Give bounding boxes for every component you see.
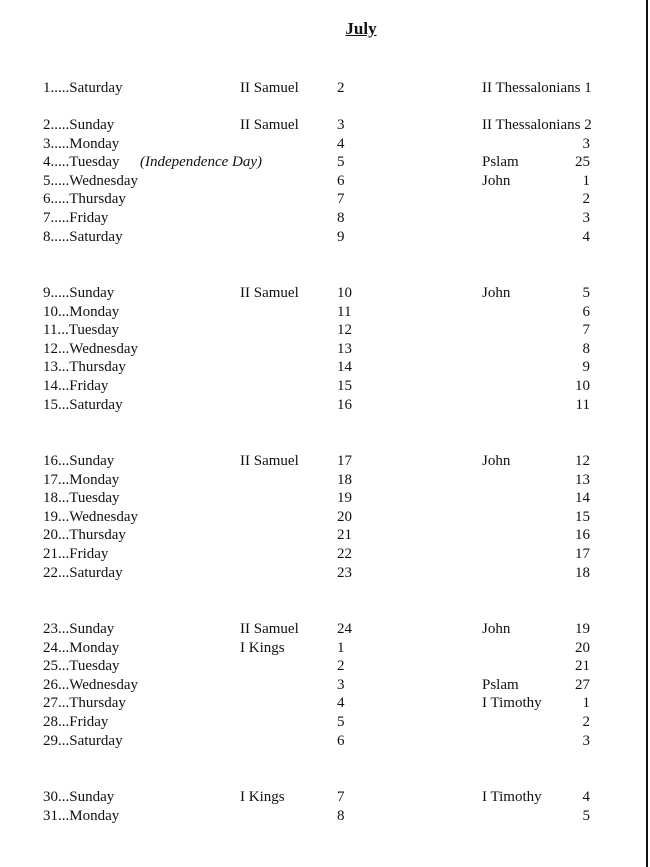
nt-book: I Timothy xyxy=(482,695,542,711)
day-label: 8.....Saturday xyxy=(43,229,123,245)
schedule-row xyxy=(0,807,650,825)
nt-chapter: 8 xyxy=(582,341,590,357)
ot-chapter: 3 xyxy=(337,677,345,693)
ot-chapter: 8 xyxy=(337,808,345,824)
nt-chapter: 10 xyxy=(575,378,590,394)
day-label: 21...Friday xyxy=(43,546,109,562)
ot-chapter: 24 xyxy=(337,621,352,637)
schedule-row xyxy=(0,172,650,190)
day-label: 15...Saturday xyxy=(43,397,123,413)
day-label: 20...Thursday xyxy=(43,527,126,543)
ot-book: II Samuel xyxy=(240,621,299,637)
nt-chapter: 12 xyxy=(575,453,590,469)
ot-chapter: 17 xyxy=(337,453,352,469)
nt-chapter: 1 xyxy=(582,695,590,711)
ot-chapter: 6 xyxy=(337,733,345,749)
ot-chapter: 4 xyxy=(337,136,345,152)
schedule-row xyxy=(0,508,650,526)
ot-chapter: 13 xyxy=(337,341,352,357)
ot-chapter: 2 xyxy=(337,658,345,674)
schedule-row xyxy=(0,713,650,731)
day-label: 13...Thursday xyxy=(43,359,126,375)
nt-book: Pslam xyxy=(482,154,519,170)
schedule-row xyxy=(0,489,650,507)
schedule-row xyxy=(0,452,650,470)
ot-chapter: 18 xyxy=(337,472,352,488)
schedule-row xyxy=(0,676,650,694)
day-label: 25...Tuesday xyxy=(43,658,120,674)
nt-chapter: 17 xyxy=(575,546,590,562)
schedule-row xyxy=(0,340,650,358)
ot-chapter: 1 xyxy=(337,640,345,656)
nt-chapter: 15 xyxy=(575,509,590,525)
ot-chapter: 12 xyxy=(337,322,352,338)
nt-chapter: 14 xyxy=(575,490,590,506)
nt-chapter: 3 xyxy=(582,733,590,749)
ot-chapter: 16 xyxy=(337,397,352,413)
schedule-row xyxy=(0,620,650,638)
ot-book: II Samuel xyxy=(240,453,299,469)
day-label: 1.....Saturday xyxy=(43,80,123,96)
ot-chapter: 7 xyxy=(337,789,345,805)
day-label: 23...Sunday xyxy=(43,621,115,637)
schedule-row xyxy=(0,471,650,489)
nt-chapter: 13 xyxy=(575,472,590,488)
nt-chapter: 2 xyxy=(582,714,590,730)
schedule-row xyxy=(0,732,650,750)
ot-chapter: 4 xyxy=(337,695,345,711)
schedule-row xyxy=(0,358,650,376)
schedule-row xyxy=(0,639,650,657)
schedule-row xyxy=(0,79,650,97)
nt-book: John xyxy=(482,173,511,189)
day-note: (Independence Day) xyxy=(140,154,263,170)
schedule-row xyxy=(0,321,650,339)
schedule-row xyxy=(0,545,650,563)
day-label: 6.....Thursday xyxy=(43,191,126,207)
ot-chapter: 11 xyxy=(337,304,352,320)
nt-book: John xyxy=(482,453,511,469)
nt-chapter: 3 xyxy=(582,210,590,226)
schedule-row xyxy=(0,135,650,153)
ot-chapter: 6 xyxy=(337,173,345,189)
day-label: 11...Tuesday xyxy=(43,322,119,338)
nt-chapter: 1 xyxy=(582,173,590,189)
schedule-row xyxy=(0,303,650,321)
day-label: 4.....Tuesday xyxy=(43,154,120,170)
ot-chapter: 3 xyxy=(337,117,345,133)
schedule-row xyxy=(0,228,650,246)
day-label: 14...Friday xyxy=(43,378,109,394)
day-label: 9.....Sunday xyxy=(43,285,115,301)
ot-chapter: 2 xyxy=(337,80,345,96)
ot-chapter: 7 xyxy=(337,191,345,207)
schedule-row xyxy=(0,657,650,675)
ot-chapter: 5 xyxy=(337,154,345,170)
schedule-row xyxy=(0,190,650,208)
ot-chapter: 19 xyxy=(337,490,352,506)
ot-book: II Samuel xyxy=(240,80,299,96)
day-label: 22...Saturday xyxy=(43,565,123,581)
day-label: 18...Tuesday xyxy=(43,490,120,506)
schedule-row xyxy=(0,209,650,227)
day-label: 26...Wednesday xyxy=(43,677,139,693)
day-label: 3.....Monday xyxy=(43,136,120,152)
schedule-row xyxy=(0,694,650,712)
nt-chapter: 2 xyxy=(582,191,590,207)
schedule-row xyxy=(0,116,650,134)
day-label: 19...Wednesday xyxy=(43,509,139,525)
day-label: 27...Thursday xyxy=(43,695,126,711)
ot-chapter: 14 xyxy=(337,359,352,375)
day-label: 31...Monday xyxy=(43,808,120,824)
nt-book: John xyxy=(482,621,511,637)
nt-book: John xyxy=(482,285,511,301)
nt-chapter: 5 xyxy=(582,808,590,824)
schedule-row xyxy=(0,788,650,806)
ot-chapter: 22 xyxy=(337,546,352,562)
day-label: 10...Monday xyxy=(43,304,120,320)
nt-chapter: 3 xyxy=(582,136,590,152)
schedule-row xyxy=(0,284,650,302)
day-label: 17...Monday xyxy=(43,472,120,488)
page-title: July xyxy=(345,19,377,38)
day-label: 12...Wednesday xyxy=(43,341,139,357)
nt-chapter: 11 xyxy=(575,397,590,413)
nt-chapter: 27 xyxy=(575,677,590,693)
ot-book: I Kings xyxy=(240,640,285,656)
nt-chapter: 18 xyxy=(575,565,590,581)
nt-book: II Thessalonians 2 xyxy=(482,117,592,133)
ot-chapter: 8 xyxy=(337,210,345,226)
nt-chapter: 25 xyxy=(575,154,590,170)
day-label: 5.....Wednesday xyxy=(43,173,139,189)
day-label: 30...Sunday xyxy=(43,789,115,805)
nt-chapter: 4 xyxy=(582,789,590,805)
day-label: 7.....Friday xyxy=(43,210,109,226)
day-label: 29...Saturday xyxy=(43,733,123,749)
nt-chapter: 7 xyxy=(582,322,590,338)
day-label: 16...Sunday xyxy=(43,453,115,469)
ot-chapter: 21 xyxy=(337,527,352,543)
nt-chapter: 21 xyxy=(575,658,590,674)
schedule-row xyxy=(0,377,650,395)
ot-chapter: 10 xyxy=(337,285,352,301)
nt-book: II Thessalonians 1 xyxy=(482,80,592,96)
schedule-row xyxy=(0,526,650,544)
day-label: 2.....Sunday xyxy=(43,117,115,133)
nt-chapter: 6 xyxy=(582,304,590,320)
nt-book: I Timothy xyxy=(482,789,542,805)
ot-chapter: 9 xyxy=(337,229,345,245)
nt-chapter: 4 xyxy=(582,229,590,245)
day-label: 24...Monday xyxy=(43,640,120,656)
schedule-row xyxy=(0,564,650,582)
nt-book: Pslam xyxy=(482,677,519,693)
ot-chapter: 23 xyxy=(337,565,352,581)
nt-chapter: 9 xyxy=(582,359,590,375)
ot-book: II Samuel xyxy=(240,117,299,133)
schedule-row xyxy=(0,153,650,171)
ot-chapter: 20 xyxy=(337,509,352,525)
ot-chapter: 5 xyxy=(337,714,345,730)
nt-chapter: 16 xyxy=(575,527,590,543)
ot-chapter: 15 xyxy=(337,378,352,394)
schedule-row xyxy=(0,396,650,414)
ot-book: I Kings xyxy=(240,789,285,805)
day-label: 28...Friday xyxy=(43,714,109,730)
nt-chapter: 20 xyxy=(575,640,590,656)
ot-book: II Samuel xyxy=(240,285,299,301)
nt-chapter: 19 xyxy=(575,621,590,637)
nt-chapter: 5 xyxy=(582,285,590,301)
